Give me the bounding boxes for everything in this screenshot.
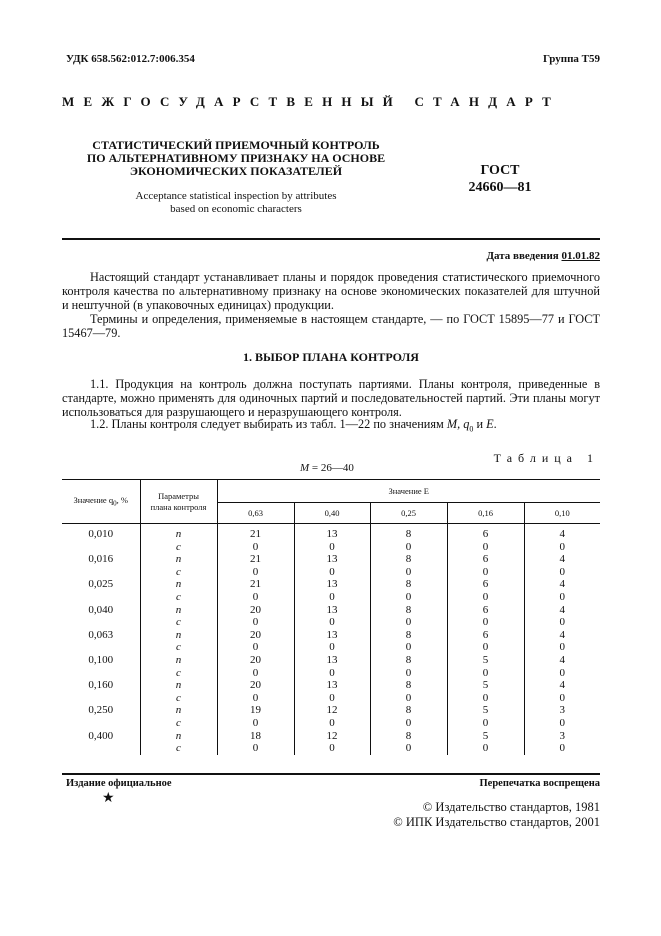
header-e-value: 0,16 [447,503,524,524]
cell-value: 12 [294,730,370,743]
paragraph-scope [62,270,600,312]
cell-value: 8 [370,604,447,617]
table-row [62,730,600,743]
copyright-1981: © Издательство стандартов, 1981 [422,800,600,814]
cell-value: 0 [447,692,524,705]
cell-value: 0 [447,742,524,755]
table-row [62,679,600,692]
table-row [62,604,600,617]
header-divider [62,238,600,240]
cell-value: 0 [447,566,524,579]
section-heading: 1. ВЫБОР ПЛАНА КОНТРОЛЯ [243,350,419,364]
cell-value: 0 [370,742,447,755]
cell-value: 21 [217,553,294,566]
paragraph-terms [62,312,600,340]
cell-value: 0 [559,641,565,654]
table-row [62,553,600,566]
var-e: E [486,417,494,431]
q0-value [62,616,140,629]
cell-value: 13 [294,553,370,566]
table-row [62,629,600,642]
introduction-date [486,250,600,262]
cell-value: 0 [294,667,370,680]
cell-value: 0 [559,691,565,704]
header-e-value: 0,40 [294,503,370,524]
cell-value: 0 [559,590,565,603]
param-n: n [140,704,217,717]
cell-value: 0 [447,591,524,604]
control-plan-table [62,479,600,755]
q0-value [62,667,140,680]
period: . [493,417,497,431]
param-c: c [140,692,217,705]
cell-value: 6 [447,629,524,642]
q0-value: 0,040 [62,604,140,617]
table-row [62,717,600,730]
table-row [62,692,600,705]
param-n: n [140,553,217,566]
header-e-value: 0,25 [370,503,447,524]
table-row [62,704,600,717]
q0-value [62,641,140,654]
table-row [62,616,600,629]
cell-value: 0 [559,616,565,629]
title-russian [66,139,406,178]
cell-value: 0 [294,541,370,554]
gost-label: ГОСТ [480,163,520,178]
udk-code: УДК 658.562:012.7:006.354 [66,53,195,65]
cell-value: 0 [370,591,447,604]
cell-value: 13 [294,654,370,667]
paragraph-1-1 [62,377,600,419]
paragraph-text: Термины и определения, применяемые в настоящем стандарте, — по ГОСТ 15895—77 и ГОСТ 15467—79. [62,312,600,340]
param-c: c [140,641,217,654]
gost-code [440,162,560,196]
cell-value: 0 [447,616,524,629]
table-row [62,541,600,554]
cell-value: 21 [217,578,294,591]
cell-value: 0 [294,591,370,604]
q0-value [62,566,140,579]
cell-value: 13 [294,524,370,541]
cell-value: 0 [370,541,447,554]
cell-value: 0 [294,692,370,705]
param-c: c [140,667,217,680]
cell-value: 0 [294,742,370,755]
cell-value: 4 [559,603,565,616]
cell-value: 0 [217,541,294,554]
paragraph-1-2 [62,417,600,436]
cell-value: 8 [370,730,447,743]
var-m-q: M, q [446,417,470,431]
param-n: n [140,629,217,642]
star-icon: ★ [102,791,115,806]
cell-value: 0 [217,742,294,755]
table-row [62,566,600,579]
q0-value: 0,025 [62,578,140,591]
cell-value: 0 [217,566,294,579]
cell-value: 0 [559,540,565,553]
q0-value [62,591,140,604]
cell-value: 0 [370,566,447,579]
table-row [62,654,600,667]
cell-value: 0 [294,641,370,654]
cell-value: 8 [370,654,447,667]
header-e-value: 0,10 [524,503,600,524]
conjunction: и [473,417,487,431]
cell-value: 0 [217,591,294,604]
cell-value: 0 [217,717,294,730]
q0-value: 0,016 [62,553,140,566]
cell-value: 8 [370,553,447,566]
cell-value: 5 [447,730,524,743]
cell-value: 13 [294,629,370,642]
cell-value: 0 [370,717,447,730]
cell-value: 0 [370,641,447,654]
q0-value: 0,160 [62,679,140,692]
cell-value: 0 [559,666,565,679]
subscript-zero: 0 [469,424,474,434]
footer-divider [62,773,600,775]
cell-value: 4 [559,628,565,641]
cell-value: 8 [370,524,447,541]
cell-value: 0 [217,667,294,680]
reprint-notice: Перепечатка воспрещена [479,778,600,789]
cell-value: 3 [559,729,565,742]
group-code: Группа Т59 [542,53,600,65]
intro-date-value: 01.01.82 [561,250,600,262]
paragraph-text: 1.2. Планы контроля следует выбирать из табл. 1—22 по значениям [90,417,447,431]
table-row [62,641,600,654]
cell-value: 0 [447,667,524,680]
cell-value: 0 [294,616,370,629]
cell-value: 0 [294,717,370,730]
param-n: n [140,578,217,591]
q0-value [62,742,140,755]
table-row [62,591,600,604]
param-n: n [140,730,217,743]
q0-value: 0,100 [62,654,140,667]
cell-value: 0 [447,717,524,730]
q0-value: 0,400 [62,730,140,743]
cell-value: 4 [559,578,565,591]
paragraph-text: Настоящий стандарт устанавливает планы и порядок проведения статистического приемочного контроля качества по альтернативному признаку на основе экономических показателей для штучной и нештучной (в упаковочных единицах) продукции. [62,270,600,312]
cell-value: 12 [294,704,370,717]
cell-value: 20 [217,629,294,642]
cell-value: 13 [294,578,370,591]
cell-value: 4 [559,679,565,692]
header-params: Параметры плана контроля [140,480,217,524]
cell-value: 8 [370,629,447,642]
cell-value: 8 [370,679,447,692]
cell-value: 20 [217,604,294,617]
param-c: c [140,566,217,579]
cell-value: 6 [447,578,524,591]
paragraph-text: 1.1. Продукция на контроль должна поступать партиями. Планы контроля, приведенные в стандарте, можно применять для одиночных партий и последовательностей партий. Эти планы могут использоваться для разрушающего и неразрушающего контроля. [62,377,600,419]
param-n: n [140,679,217,692]
cell-value: 4 [559,653,565,666]
header-e-value: 0,63 [217,503,294,524]
cell-value: 0 [447,541,524,554]
cell-value: 8 [370,578,447,591]
cell-value: 3 [559,704,565,717]
cell-value: 5 [447,704,524,717]
header-e: Значение E [217,480,600,503]
title-line: СТАТИСТИЧЕСКИЙ ПРИЕМОЧНЫЙ КОНТРОЛЬ [92,138,380,152]
table-label: Таблица 1 [493,451,599,465]
cell-value: 0 [559,565,565,578]
cell-value: 6 [447,604,524,617]
table-row [62,742,600,755]
copyright-2001: © ИПК Издательство стандартов, 2001 [393,815,600,829]
header-q0: Значение $q_0$, % [62,480,140,524]
cell-value: 0 [370,692,447,705]
cell-value: 19 [217,704,294,717]
q0-value: 0,250 [62,704,140,717]
table-row [62,524,600,541]
table-row [62,667,600,680]
param-c: c [140,591,217,604]
cell-value: 0 [559,742,565,755]
cell-value: 4 [559,553,565,566]
cell-value: 18 [217,730,294,743]
standard-banner: МЕЖГОСУДАРСТВЕННЫЙ СТАНДАРТ [62,94,561,109]
q0-value [62,541,140,554]
cell-value: 0 [370,616,447,629]
cell-value: 4 [559,528,565,540]
title-line: ЭКОНОМИЧЕСКИХ ПОКАЗАТЕЛЕЙ [129,164,343,178]
cell-value: 0 [217,616,294,629]
official-edition: Издание официальное [66,778,172,789]
cell-value: 0 [217,692,294,705]
m-variable: M [300,462,310,474]
title-en-line: Acceptance statistical inspection by attributes [135,190,337,202]
param-n: n [140,654,217,667]
param-n: n [140,604,217,617]
cell-value: 5 [447,679,524,692]
cell-value: 6 [447,524,524,541]
q0-value [62,717,140,730]
table-row [62,578,600,591]
cell-value: 0 [447,641,524,654]
cell-value: 20 [217,654,294,667]
m-range [300,462,354,474]
param-c: c [140,541,217,554]
cell-value: 8 [370,704,447,717]
q0-value [62,692,140,705]
param-n: n [140,524,217,541]
param-c: c [140,717,217,730]
q0-value: 0,010 [62,524,140,541]
param-c: c [140,616,217,629]
cell-value: 0 [559,716,565,729]
title-en-line: based on economic characters [170,203,302,215]
cell-value: 13 [294,679,370,692]
param-c: c [140,742,217,755]
cell-value: 5 [447,654,524,667]
cell-value: 20 [217,679,294,692]
cell-value: 13 [294,604,370,617]
m-value: = 26—40 [311,462,354,474]
title-english [66,190,406,216]
cell-value: 0 [217,641,294,654]
cell-value: 0 [370,667,447,680]
q0-value: 0,063 [62,629,140,642]
cell-value: 0 [294,566,370,579]
gost-number: 24660—81 [468,180,532,195]
intro-date-label: Дата введения [486,250,559,262]
title-line: ПО АЛЬТЕРНАТИВНОМУ ПРИЗНАКУ НА ОСНОВЕ [86,151,386,165]
cell-value: 21 [217,524,294,541]
cell-value: 6 [447,553,524,566]
